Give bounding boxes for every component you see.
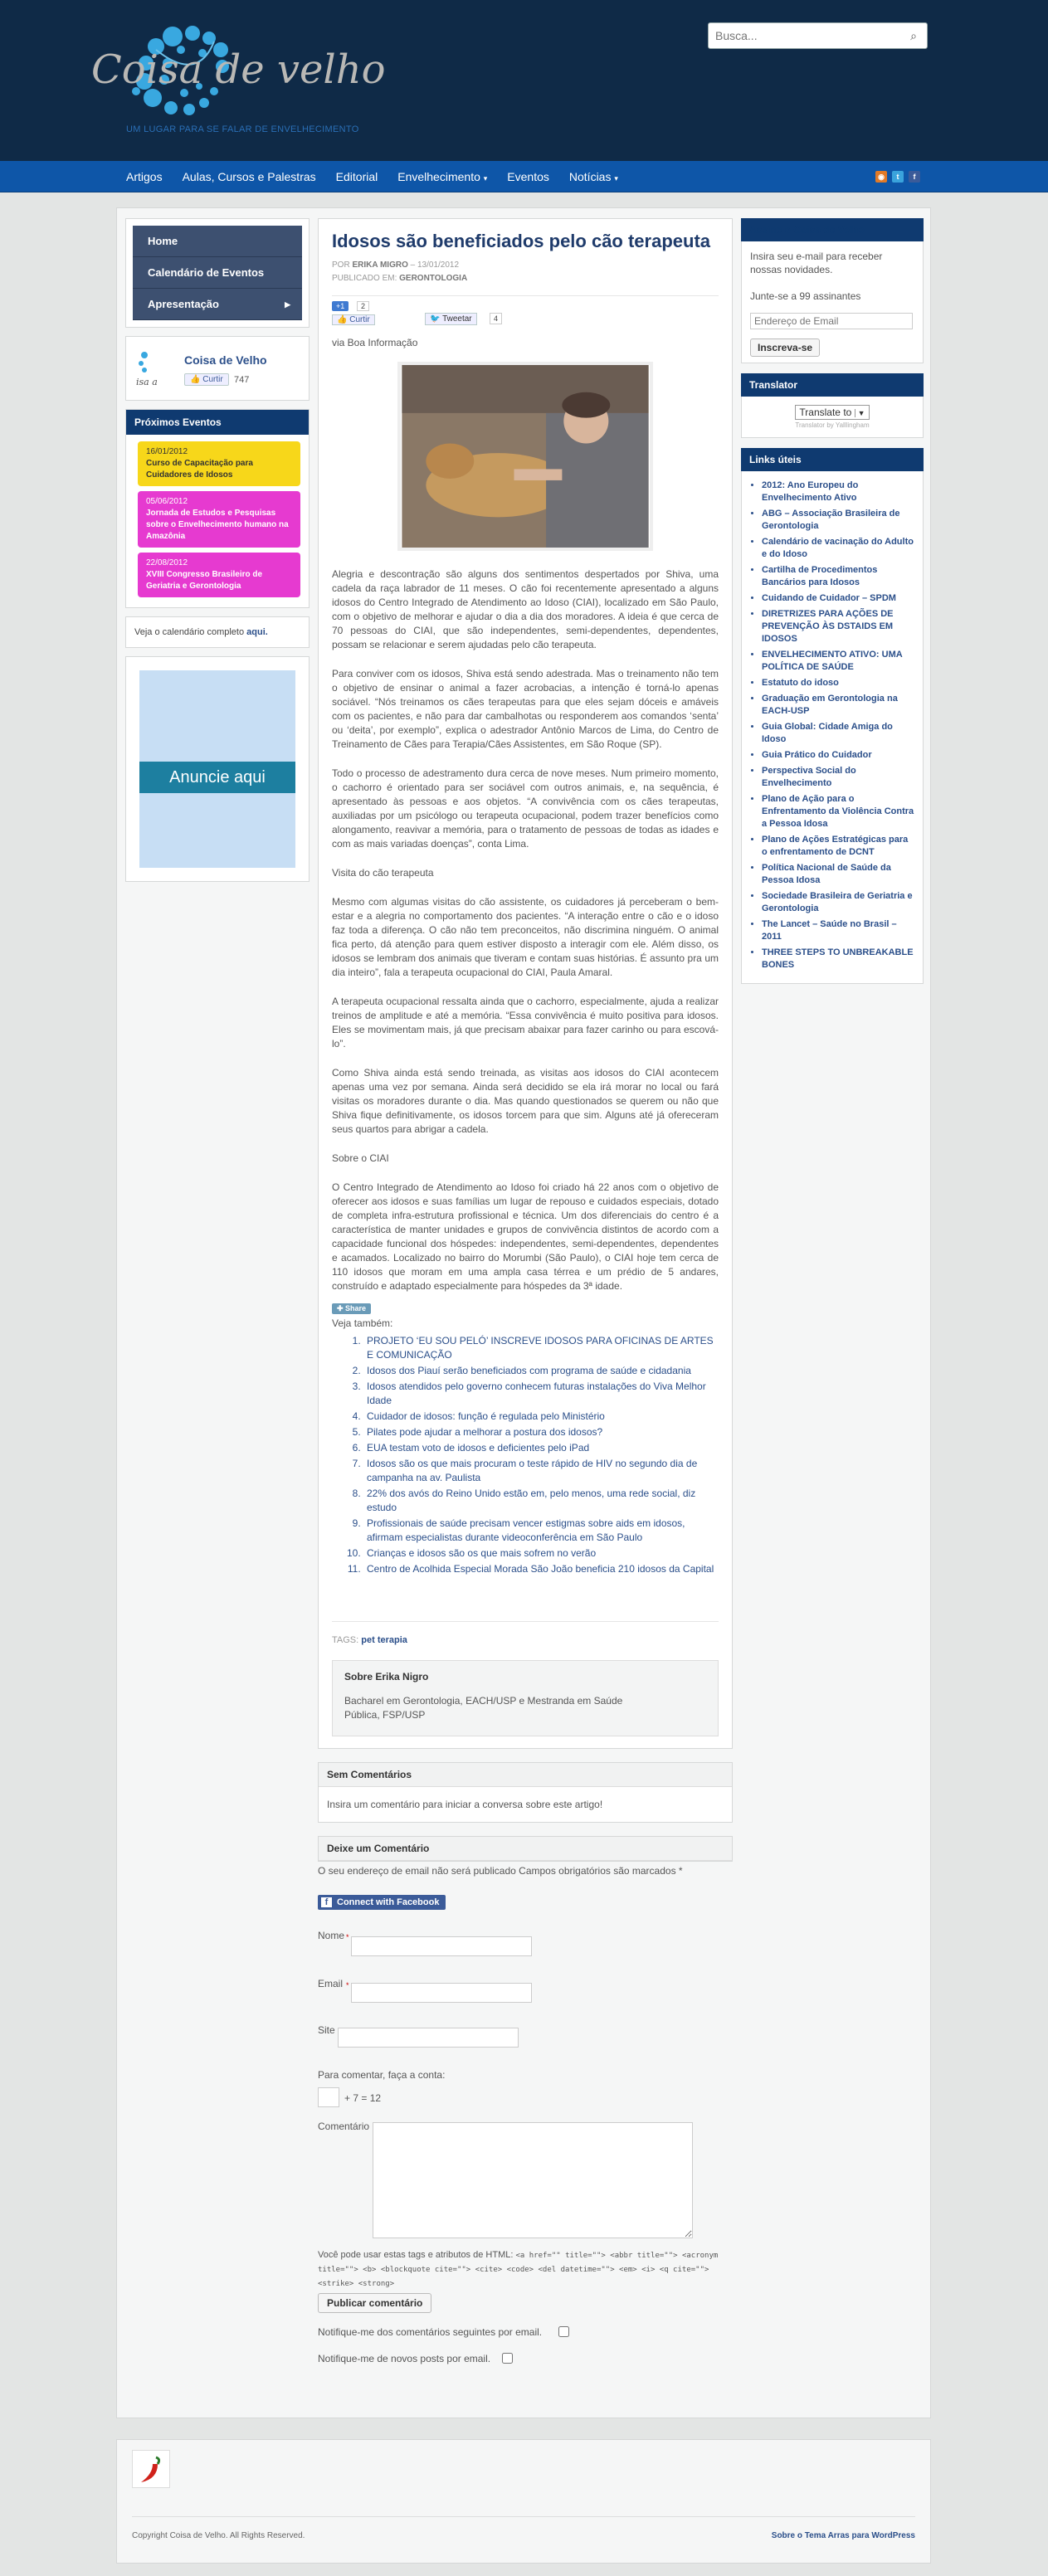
translator-widget xyxy=(741,397,924,438)
math-field[interactable] xyxy=(318,2087,339,2107)
nav-item-aulas[interactable]: Aulas, Cursos e Palestras xyxy=(182,170,316,183)
useful-link[interactable]: • Plano de Ação para o Enfrentamento da Violência Contra a Pessoa Idosa xyxy=(762,793,914,830)
chevron-right-icon: ▶ xyxy=(285,300,290,309)
submit-comment-button[interactable]: Publicar comentário xyxy=(318,2293,431,2313)
links-widget xyxy=(741,471,924,984)
author-box-text: Bacharel em Gerontologia, EACH/USP e Mestranda em Saúde Pública, FSP/USP xyxy=(344,1695,623,1721)
paragraph: A terapeuta ocupacional ressalta ainda que o cachorro, especialmente, ajuda a realizar treinos de amplitude e até a memória. “Essa convivência é muito positiva para idosos. Eles se movimentam mais, já que precisam abaixar para fazer carinho ou para escová-lo”. xyxy=(332,996,719,1049)
useful-link[interactable]: • DIRETRIZES PARA AÇÕES DE PREVENÇÃO ÀS DSTAIDS EM IDOSOS xyxy=(762,608,914,645)
useful-link[interactable]: • Perspectiva Social do Envelhecimento xyxy=(762,765,914,790)
page-name[interactable]: Coisa de Velho xyxy=(184,353,267,367)
author-box xyxy=(332,1660,719,1736)
event-item[interactable]: 05/06/2012 Jornada de Estudos e Pesquisas sobre o Envelhecimento humano na Amazônia xyxy=(138,491,300,548)
related-link[interactable]: 1. PROJETO ‘EU SOU PELÓ’ INSCREVE IDOSOS PARA OFICINAS DE ARTES E COMUNICAÇÃO xyxy=(363,1334,719,1362)
svg-text:isa a: isa a xyxy=(136,377,158,387)
right-sidebar xyxy=(741,218,924,994)
gplus-button[interactable]: +1 xyxy=(332,301,349,311)
rss-icon[interactable]: ◉ xyxy=(875,171,887,183)
useful-link[interactable]: • Sociedade Brasileira de Geriatria e Gerontologia xyxy=(762,890,914,915)
related-link[interactable]: 10. Crianças e idosos são os que mais sofrem no verão xyxy=(363,1546,719,1561)
leave-comment-title: Deixe um Comentário xyxy=(319,1837,732,1861)
useful-link[interactable]: • 2012: Ano Europeu do Envelhecimento Ativo xyxy=(762,480,914,504)
leave-comment-section xyxy=(318,1836,733,1862)
see-also-label: Veja também: xyxy=(332,1317,393,1329)
main-content xyxy=(318,218,733,2363)
subscriber-count: Junte-se a 99 assinantes xyxy=(750,290,861,302)
notify-posts-label: Notifique-me de novos posts por email. xyxy=(318,2353,491,2364)
related-link[interactable]: 4. Cuidador de idosos: função é regulada pelo Ministério xyxy=(363,1410,719,1424)
menu-home[interactable]: Home xyxy=(133,226,302,257)
useful-link[interactable]: • Calendário de vacinação do Adulto e do Idoso xyxy=(762,536,914,561)
event-item[interactable]: 22/08/2012 XVIII Congresso Brasileiro de Geriatria e Gerontologia xyxy=(138,553,300,597)
name-label: Nome xyxy=(318,1930,345,1941)
post xyxy=(318,218,733,1749)
search-input[interactable] xyxy=(708,22,928,49)
site-header xyxy=(0,0,1048,161)
subheading: Visita do cão terapeuta xyxy=(332,867,434,879)
main-nav xyxy=(0,161,1048,192)
comment-notice: O seu endereço de email não será publicado Campos obrigatórios são marcados * xyxy=(318,1865,683,1877)
site-label: Site xyxy=(318,2024,335,2036)
comment-label: Comentário xyxy=(318,2121,370,2132)
category-link[interactable]: GERONTOLOGIA xyxy=(399,274,468,283)
site-field[interactable] xyxy=(338,2028,519,2048)
tag-link[interactable]: pet terapia xyxy=(361,1635,407,1645)
copyright: Copyright Coisa de Velho. All Rights Reserved. xyxy=(132,2531,305,2540)
subscribe-text: Insira seu e-mail para receber nossas novidades. xyxy=(750,251,883,275)
comment-form: O seu endereço de email não será publicado Campos obrigatórios são marcados * f Connect with Facebook Nome * Email * Site Para comentar, faça a conta: + 7 = 12 Comentário Você pode usar estas tags e atributos de HTML: <a href="" title=""> <abbr title=""> <acronym title=""> <b> <blockquote cite=""> <cite> <code> <del datetime=""> <em> <i> <q cite=""> <strike> <strong> Publicar comentário Notifique-me dos comentários seguintes por email. Notifique-me de novos posts por email. xyxy=(318,1865,733,2363)
nav-item-artigos[interactable]: Artigos xyxy=(126,170,163,183)
useful-link[interactable]: • Guia Prático do Cuidador xyxy=(762,749,914,762)
events-title: Próximos Eventos xyxy=(126,410,309,435)
theme-link[interactable]: Sobre o Tema Arras para WordPress xyxy=(771,2531,915,2540)
nav-item-editorial[interactable]: Editorial xyxy=(335,170,378,183)
author-box-title: Sobre Erika Nigro xyxy=(344,1671,429,1682)
comment-textarea[interactable] xyxy=(373,2122,693,2238)
related-link[interactable]: 11. Centro de Acolhida Especial Morada São João beneficia 210 idosos da Capital xyxy=(363,1562,719,1576)
facebook-connect-button[interactable]: f Connect with Facebook xyxy=(318,1895,446,1910)
subscribe-widget xyxy=(741,241,924,363)
notify-posts-checkbox[interactable] xyxy=(502,2353,513,2364)
related-link[interactable]: 6. EUA testam voto de idosos e deficientes pelo iPad xyxy=(363,1441,719,1455)
chevron-down-icon: ▾ xyxy=(614,174,618,183)
facebook-icon[interactable]: f xyxy=(909,171,920,183)
gplus-count: 2 xyxy=(357,301,369,311)
tweet-count: 4 xyxy=(490,313,502,324)
post-byline: POR ERIKA MIGRO – 13/01/2012 xyxy=(332,261,460,270)
notify-comments-label: Notifique-me dos comentários seguintes por email. xyxy=(318,2326,543,2338)
translator-title: Translator xyxy=(741,373,924,397)
ad-label: Anuncie aqui xyxy=(139,762,295,793)
tags: TAGS: pet terapia xyxy=(332,1635,407,1645)
nav-item-noticias[interactable]: Notícias ▾ xyxy=(568,170,618,183)
paragraph: O Centro Integrado de Atendimento ao Idoso foi criado há 22 anos com o objetivo de oferecer aos idosos e suas famílias um lugar de repouso e cuidados especiais, dotado de completa infra-estrutura profissional e técnica. Um dos diferenciais do centro é a característica de manter unidades e grupos de convivência distintos de acordo com a capacidade funcional dos hóspedes: independentes, semi-dependentes, dependentes e acamados. Localizado no bairro do Morumbi (São Paulo), o CIAI hoje tem cerca de 110 idosos que moram em uma ampla casa térrea e um prédio de 5 andares, construído e adaptado especialmente para hóspedes da 3ª idade. xyxy=(332,1181,719,1292)
logo-text[interactable]: Coisa de velho xyxy=(91,46,386,93)
events-widget xyxy=(125,409,310,608)
side-menu xyxy=(125,218,310,328)
page-avatar xyxy=(134,347,168,388)
no-comments-text: Insira um comentário para iniciar a conversa sobre este artigo! xyxy=(327,1799,603,1810)
email-field[interactable] xyxy=(351,1983,532,2003)
calendar-link[interactable]: aqui. xyxy=(246,627,268,637)
event-item[interactable]: 16/01/2012 Curso de Capacitação para Cuidadores de Idosos xyxy=(138,441,300,486)
useful-link[interactable]: • The Lancet – Saúde no Brasil – 2011 xyxy=(762,918,914,943)
useful-link[interactable]: • Graduação em Gerontologia na EACH-USP xyxy=(762,693,914,718)
ad-banner[interactable] xyxy=(139,670,295,868)
site-footer xyxy=(116,2439,931,2564)
content-wrapper xyxy=(116,207,931,2418)
useful-link[interactable]: • THREE STEPS TO UNBREAKABLE BONES xyxy=(762,947,914,971)
paragraph: Todo o processo de adestramento dura cerca de nove meses. Num primeiro momento, o cachorro é orientado para ser sociável com outros animais, e, na sequência, é apresentado às pessoas e aos objetos. “A convivência com os cães terapeutas, auxiliadas por um psicólogo ou terapeuta ocupacional, podem trazer benefícios como alongamento, reavivar a memória, para o tratamento de pessoas de todas as idades e com as mais variadas doenças”, conta Lima. xyxy=(332,767,719,850)
post-category: PUBLICADO EM: GERONTOLOGIA xyxy=(332,274,468,283)
social-buttons xyxy=(332,301,719,329)
useful-link[interactable]: • Guia Global: Cidade Amiga do Idoso xyxy=(762,721,914,746)
paragraph: Como Shiva ainda está sendo treinada, as visitas aos idosos do CIAI acontecem apenas uma vez por semana. Ainda será decidido se ela irá morar no local ou fará visitas os moradores durante o dia. Mas quando questionados se querem ou não que Shiva fique definitivamente, os idosos torcem para que sim. Alguns até já ofereceram seus quartos para abrigar a cadela. xyxy=(332,1067,719,1135)
twitter-icon[interactable]: t xyxy=(892,171,904,183)
menu-apresentacao[interactable]: Apresentação ▶ xyxy=(133,289,302,320)
email-label: Email xyxy=(318,1978,344,1989)
chevron-down-icon: ▼ xyxy=(855,409,865,417)
fb-like-button[interactable]: 👍 Curtir xyxy=(332,314,375,325)
share-button[interactable]: ✚ Share xyxy=(332,1303,371,1314)
chevron-down-icon: ▾ xyxy=(483,174,488,183)
subscribe-title: Assine o Coisa de Velho xyxy=(741,218,924,241)
post-image xyxy=(397,362,653,551)
no-comments-title: Sem Comentários xyxy=(319,1763,732,1787)
related-link[interactable]: 8. 22% dos avós do Reino Unido estão em, pelo menos, uma rede social, diz estudo xyxy=(363,1487,719,1515)
subscribe-email-field[interactable] xyxy=(750,313,913,329)
subscribe-button[interactable]: Inscreva-se xyxy=(750,338,820,357)
tweet-button[interactable]: 🐦 Tweetar xyxy=(425,313,477,325)
facebook-icon: f xyxy=(321,1897,332,1907)
fb-like-button[interactable]: 👍 Curtir xyxy=(184,373,229,386)
useful-link[interactable]: • Cartilha de Procedimentos Bancários para Idosos xyxy=(762,564,914,589)
facebook-page-widget xyxy=(125,336,310,401)
useful-link[interactable]: • Estatuto do idoso xyxy=(762,677,914,689)
translator-credit: Translator by Yalllingham xyxy=(795,421,870,429)
paragraph: Para conviver com os idosos, Shiva está sendo adestrada. Mas o treinamento não tem o objetivo de ensinar o animal a fazer acrobacias, a intenção é torná-lo apenas sociável. “Nós treinamos os cães terapeutas para que eles sejam dóceis e amáveis com os pacientes, e não para dar cambalhotas ou responderem aos comandos ‘senta’ ou ‘deita’, por exemplo”, explica o adestrador Antônio Marcos de Lima, do Centro de Treinamento de Cães para Terapia/Cães Assistentes, em São Roque (SP). xyxy=(332,668,719,750)
fb-like-count: 747 xyxy=(234,375,250,385)
paragraph: Mesmo com algumas visitas do cão assistente, os cuidadores já perceberam o bem-estar e a alegria no comportamento dos pacientes. “A interação entre o cão e o idoso faz toda a diferença. O cão não tem preconceitos, não discrimina ninguém. O animal fica perto, dá atenção para quem estiver disposto a interagir com ele. Além disso, os idosos se lembram dos animais que tiveram e contam suas histórias. É assunto pra um dia inteiro”, fala a terapeuta ocupacional do CIAI, Paula Amaral. xyxy=(332,896,719,978)
math-expression: + 7 = 12 xyxy=(344,2092,382,2104)
menu-calendario[interactable]: Calendário de Eventos xyxy=(133,257,302,289)
search-icon[interactable]: ⌕ xyxy=(910,29,917,42)
left-sidebar xyxy=(125,218,310,890)
paragraph: Alegria e descontração são alguns dos sentimentos despertados por Shiva, uma cadela da raça labrador de 11 meses. O cão foi recentemente apresentado a alguns idosos do Centro Integrado de Atendimento ao Idoso (CIAI), localizado em São Paulo, com o objetivo de melhorar e ajudar o dia a dia dos moradores. A ideia é que cerca de 70 pessoas do CIAI, que são independentes, semi-dependentes, dependentes, possam se relacionar e serem ajudadas pelo cão terapeuta. xyxy=(332,568,719,650)
translate-select[interactable]: Translate to ▼ xyxy=(795,405,869,420)
nav-item-eventos[interactable]: Eventos xyxy=(507,170,549,183)
chili-pepper-icon xyxy=(133,2451,169,2487)
math-label: Para comentar, faça a conta: xyxy=(318,2069,446,2081)
related-link[interactable]: 3. Idosos atendidos pelo governo conhecem futuras instalações do Viva Melhor Idade xyxy=(363,1380,719,1408)
name-field[interactable] xyxy=(351,1936,532,1956)
subheading: Sobre o CIAI xyxy=(332,1152,389,1164)
links-title: Links úteis xyxy=(741,448,924,471)
post-title[interactable]: Idosos são beneficiados pelo cão terapeuta xyxy=(332,231,711,251)
calendar-link-box: Veja o calendário completo aqui. xyxy=(125,616,310,648)
via-text: via Boa Informação xyxy=(332,337,418,348)
related-link[interactable]: 7. Idosos são os que mais procuram o teste rápido de HIV no segundo dia de campanha na av. Paulista xyxy=(363,1457,719,1485)
html-tags-note: Você pode usar estas tags e atributos de HTML: <a href="" title=""> <abbr title=""> <acronym title=""> <b> <blockquote cite=""> <cite> <code> <del datetime=""> <em> <i> <q cite=""> <strike> <strong> xyxy=(318,2250,719,2288)
useful-link[interactable]: • Política Nacional de Saúde da Pessoa Idosa xyxy=(762,862,914,887)
useful-link[interactable]: • Cuidando de Cuidador – SPDM xyxy=(762,592,914,605)
notify-comments-checkbox[interactable] xyxy=(558,2326,569,2337)
no-comments-section xyxy=(318,1762,733,1823)
useful-link[interactable]: • ABG – Associação Brasileira de Gerontologia xyxy=(762,508,914,533)
related-link[interactable]: 5. Pilates pode ajudar a melhorar a postura dos idosos? xyxy=(363,1425,719,1439)
ad-box xyxy=(125,656,310,882)
footer-logo-box xyxy=(132,2450,170,2488)
nav-item-envelhecimento[interactable]: Envelhecimento ▾ xyxy=(397,170,488,183)
related-link[interactable]: 9. Profissionais de saúde precisam vencer estigmas sobre aids em idosos, afirmam especialistas durante videoconferência em São Paulo xyxy=(363,1517,719,1545)
useful-link[interactable]: • Plano de Ações Estratégicas para o enfrentamento de DCNT xyxy=(762,834,914,859)
related-posts xyxy=(363,1334,719,1576)
useful-link[interactable]: • ENVELHECIMENTO ATIVO: UMA POLÍTICA DE SAÚDE xyxy=(762,649,914,674)
related-link[interactable]: 2. Idosos dos Piauí serão beneficiados com programa de saúde e cidadania xyxy=(363,1364,719,1378)
tagline: UM LUGAR PARA SE FALAR DE ENVELHECIMENTO xyxy=(126,124,359,134)
author-link[interactable]: ERIKA MIGRO xyxy=(352,261,408,270)
